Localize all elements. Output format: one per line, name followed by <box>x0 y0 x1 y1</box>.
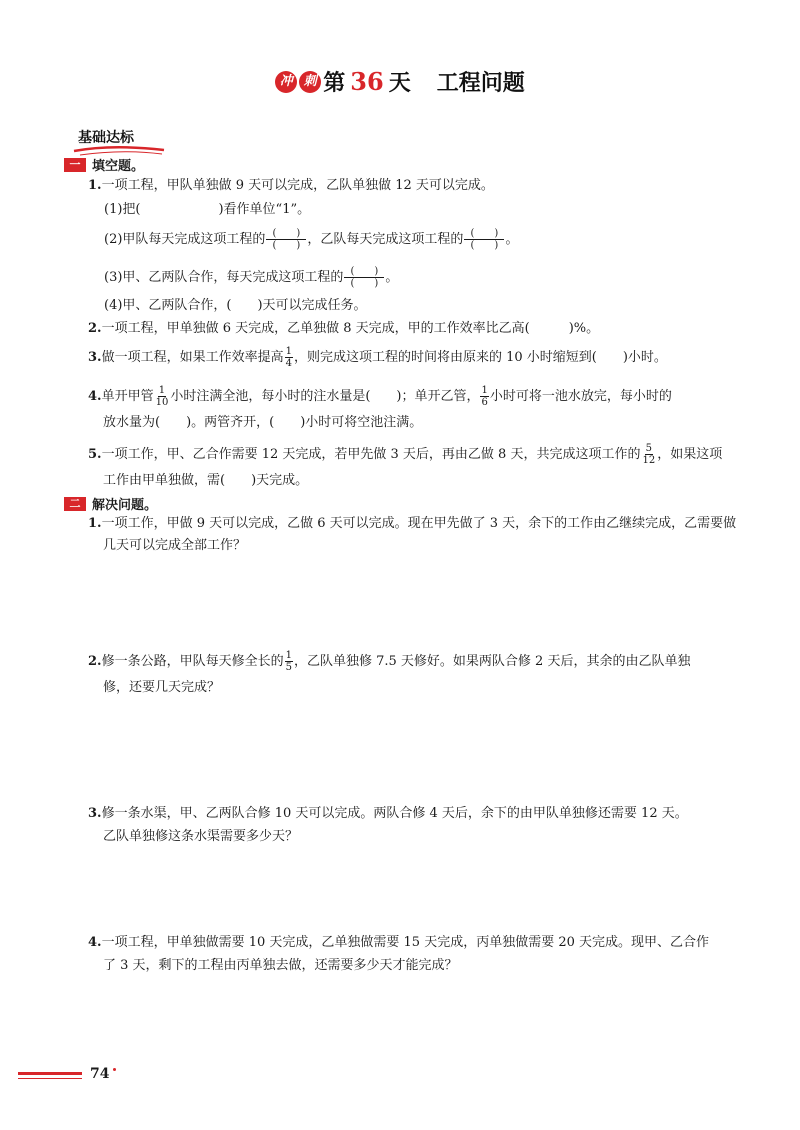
solve-q1-line1: 1.一项工作，甲做 9 天可以完成，乙做 6 天可以完成。现在甲先做了 3 天，余下的工作由乙继续完成，乙需要做 <box>88 516 737 531</box>
section-label: 基础达标 <box>78 130 134 146</box>
title-topic: 工程问题 <box>436 71 525 96</box>
solve-q2-line1: 2.修一条公路，甲队每天修全长的 $\frac{1}{5}$ ，乙队单独修 7.5 天修好。如果两队合修 2 天后，其余的由乙队单独 <box>88 650 691 673</box>
fraction: $\frac{1}{10}$ <box>155 385 169 408</box>
fraction: $\frac{1}{6}$ <box>481 385 488 408</box>
solve-q4-line1: 4.一项工程，甲单独做需要 10 天完成，乙单独做需要 15 天完成，丙单独做需要 20 天完成。现甲、乙合作 <box>88 935 709 950</box>
answer-fraction-blank: $\frac{( )}{( )}$ <box>464 228 504 251</box>
fill-q1-c: (3)甲、乙两队合作，每天完成这项工程的 $\frac{( )}{( )}$ 。 <box>104 266 399 289</box>
fill-q1-d: (4)甲、乙两队合作，( )天可以完成任务。 <box>104 298 367 313</box>
part-one-header <box>64 155 144 174</box>
title-suffix: 天 <box>388 71 411 96</box>
fill-q5-line1: 5.一项工作，甲、乙合作需要 12 天完成，若甲先做 3 天后，再由乙做 8 天，共完成这项工作的 $\frac{5}{12}$ ，如果这项 <box>88 443 723 466</box>
fill-q1-stem: 1.一项工程，甲队单独做 9 天可以完成，乙队单独做 12 天可以完成。 <box>88 178 494 193</box>
page-title <box>0 66 800 97</box>
answer-fraction-blank: $\frac{( )}{( )}$ <box>344 266 384 289</box>
solve-q2-line2: 修，还要几天完成？ <box>103 680 221 695</box>
title-day-number: 36 <box>350 67 384 96</box>
title-prefix: 第 <box>323 71 346 96</box>
part-two-heading: 解决问题。 <box>92 498 158 513</box>
fill-q1-b: (2)甲队每天完成这项工程的 $\frac{( )}{( )}$ ，乙队每天完成这项工程的 $\frac{( )}{( )}$ 。 <box>104 228 519 251</box>
solve-q3-line2: 乙队单独修这条水渠需要多少天？ <box>103 829 299 844</box>
solve-q1-line2: 几天可以完成全部工作？ <box>103 538 247 553</box>
page-number: 74 <box>90 1066 110 1082</box>
title-badge-chong: 冲 <box>275 71 297 93</box>
fill-q1-a: (1)把( )看作单位“1”。 <box>104 202 311 217</box>
part-two-header <box>64 494 157 513</box>
part-one-mark: 一 <box>64 158 86 172</box>
title-badge-ci: 刺 <box>299 71 321 93</box>
fill-q5-line2: 工作由甲单独做，需( )天完成。 <box>103 473 309 488</box>
part-one-heading: 填空题。 <box>92 159 145 174</box>
fill-q4-line2: 放水量为( )。两管齐开，( )小时可将空池注满。 <box>103 415 423 430</box>
fill-q3: 3.做一项工程，如果工作效率提高 $\frac{1}{4}$ ，则完成这项工程的时间将由原来的 10 小时缩短到( )小时。 <box>88 346 667 369</box>
fraction: $\frac{1}{5}$ <box>285 650 292 673</box>
solve-q3-line1: 3.修一条水渠，甲、乙两队合修 10 天可以完成。两队合修 4 天后，余下的由甲队单独修还需要 12 天。 <box>88 806 688 821</box>
footer-rule-thin <box>18 1078 82 1079</box>
fill-q2: 2.一项工程，甲单独做 6 天完成，乙单独做 8 天完成，甲的工作效率比乙高( )%。 <box>88 321 600 336</box>
footer-rule <box>18 1072 82 1075</box>
page-number-dot <box>113 1068 116 1071</box>
solve-q4-line2: 了 3 天，剩下的工程由丙单独去做，还需要多少天才能完成？ <box>103 958 458 973</box>
part-two-mark: 二 <box>64 497 86 511</box>
fraction: $\frac{1}{4}$ <box>285 346 292 369</box>
answer-fraction-blank: $\frac{( )}{( )}$ <box>266 228 306 251</box>
fill-q4-line1: 4.单开甲管 $\frac{1}{10}$ 小时注满全池，每小时的注水量是( )；单开乙管， $\frac{1}{6}$ 小时可将一池水放完，每小时的 <box>88 385 672 408</box>
fraction: $\frac{5}{12}$ <box>642 443 656 466</box>
